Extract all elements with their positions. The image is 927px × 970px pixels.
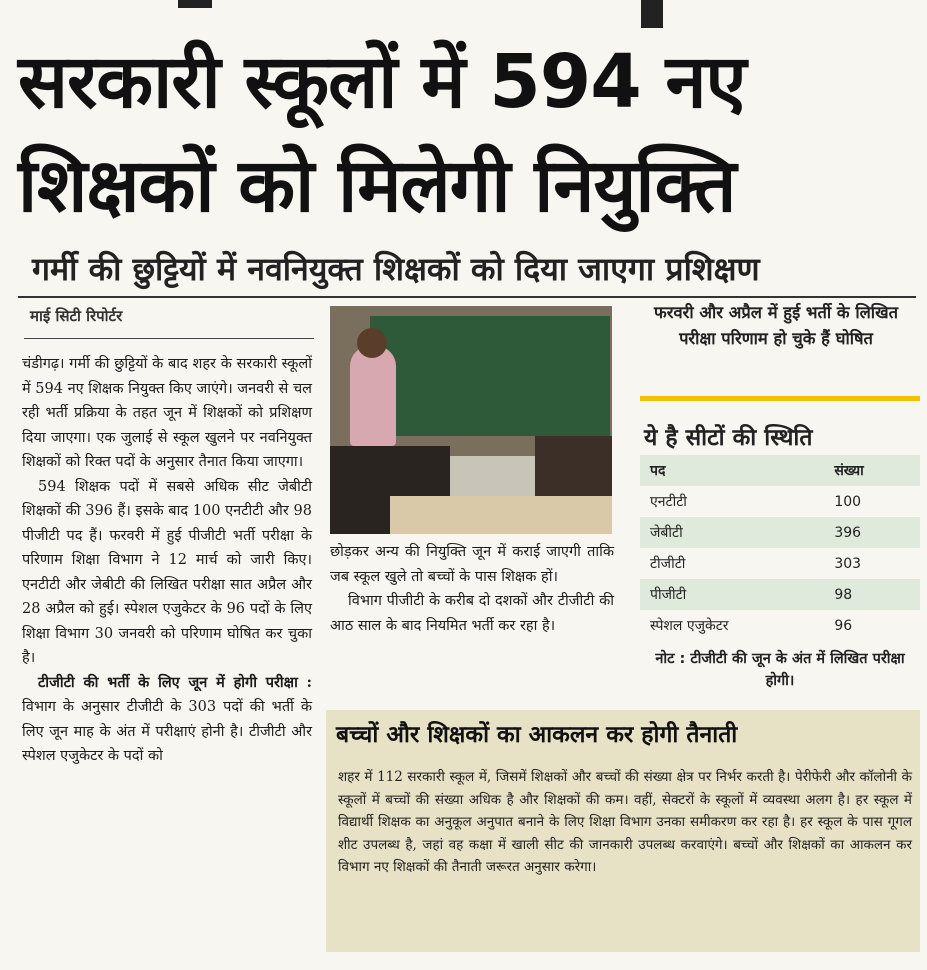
headline-line-2: शिक्षकों को मिलेगी नियुक्ति	[18, 143, 736, 229]
info-box	[326, 710, 920, 952]
post-cell: पीजीटी	[640, 579, 802, 610]
paragraph-body: विभाग के अनुसार टीजीटी के 303 पदों की भर्ती के लिए जून माह के अंत में परीक्षाएं होनी है। टीजीटी और स्पेशल एजुकेटर के पदों को	[22, 699, 312, 764]
blackboard	[370, 316, 610, 436]
teacher-figure	[350, 346, 396, 446]
article-paragraph	[22, 671, 312, 769]
side-highlight: फरवरी और अप्रैल में हुई भर्ती के लिखित परीक्षा परिणाम हो चुके हैं घोषित	[653, 303, 898, 348]
page-top-marks	[0, 0, 927, 8]
table-row	[640, 517, 920, 548]
classroom-photo	[330, 306, 612, 534]
article-paragraph: छोड़कर अन्य की नियुक्ति जून में कराई जाएगी ताकि जब स्कूल खुले तो बच्चों के पास शिक्षक हों।	[330, 544, 614, 585]
post-cell: एनटीटी	[650, 494, 687, 510]
subheadline: गर्मी की छुट्टियों में नवनियुक्त शिक्षकों को दिया जाएगा प्रशिक्षण	[32, 250, 760, 288]
count-cell: 100	[834, 493, 862, 510]
post-cell: जेबीटी	[640, 517, 802, 548]
decorative-mark	[641, 0, 663, 28]
post-cell: स्पेशल एजुकेटर	[650, 618, 729, 634]
count-cell: 98	[802, 579, 920, 610]
count-cell: 96	[834, 617, 853, 634]
table-row	[640, 486, 920, 517]
table-row	[640, 579, 920, 610]
column-header-post: पद	[640, 455, 802, 486]
article-paragraph: चंडीगढ़। गर्मी की छुट्टियों के बाद शहर के सरकारी स्कूलों में 594 नए शिक्षक नियुक्त किए जाएंगे। जनवरी से चल रही भर्ती प्रक्रिया के तहत जून में शिक्षकों को प्रशिक्षण दिया जाएगा। एक जुलाई से स्कूल खुलने पर नवनियुक्त शिक्षकों को रिक्त पदों के अनुसार तैनात किया जाएगा।	[22, 356, 312, 470]
table-row	[640, 610, 920, 641]
table-row	[640, 548, 920, 579]
divider	[18, 296, 916, 298]
accent-rule	[640, 396, 920, 401]
info-box-title: बच्चों और शिक्षकों का आकलन कर होगी तैनाती	[336, 722, 738, 748]
seat-table	[640, 455, 920, 641]
divider	[24, 338, 314, 339]
desk	[390, 496, 612, 534]
info-box-text: शहर में 112 सरकारी स्कूल में, जिसमें शिक्षकों और बच्चों की संख्या क्षेत्र पर निर्भर करती है। पेरीफेरी और कॉलोनी के स्कूलों में बच्चों की संख्या अधिक है और शिक्षकों की कम। वहीं, सेक्टरों के स्कूलों में व्यवस्था अलग है। हर स्कूल में विद्यार्थी शिक्षक का अनुकूल अनुपात बनाने के लिए शिक्षा विभाग उनका समीकरण कर रहा है। हर स्कूल के पास गूगल शीट उपलब्ध है, जहां वह कक्षा में खाली सीट की जानकारी उपलब्ध करवाएंगे। बच्चों और शिक्षकों का आकलन कर विभाग नए शिक्षकों की तैनाती जरूरत अनुसार करेगा।	[338, 769, 912, 875]
article-paragraph: विभाग पीजीटी के करीब दो दशकों और टीजीटी की आठ साल के बाद नियमित भर्ती कर रहा है।	[330, 593, 614, 634]
decorative-mark	[178, 0, 212, 8]
headline-line-1: सरकारी स्कूलों में 594 नए	[18, 39, 746, 125]
seat-table-title: ये है सीटों की स्थिति	[644, 425, 813, 451]
table-note: नोट : टीजीटी की जून के अंत में लिखित परीक्षा होगी।	[655, 651, 905, 689]
table-header-row	[640, 455, 920, 486]
byline: माई सिटी रिपोर्टर	[30, 307, 123, 325]
teacher-head	[357, 328, 387, 358]
count-cell: 303	[834, 555, 862, 572]
post-cell: टीजीटी	[650, 556, 686, 572]
count-cell: 396	[802, 517, 920, 548]
article-paragraph: 594 शिक्षक पदों में सबसे अधिक सीट जेबीटी शिक्षकों की 396 हैं। इसके बाद 100 एनटीटी और 98 पीजीटी पद हैं। फरवरी में हुई पीजीटी भर्ती परीक्षा के परिणाम शिक्षा विभाग ने 12 मार्च को जारी किए। एनटीटी और जेबीटी की लिखित परीक्षा सात अप्रैल और 28 अप्रैल को हुई। स्पेशल एजुकेटर के 96 पदों के लिए शिक्षा विभाग 30 जनवरी को परिणाम घोषित कर चुका है।	[22, 478, 312, 666]
column-header-count: संख्या	[802, 455, 920, 486]
article-column-1	[22, 352, 312, 769]
headline	[18, 30, 918, 238]
article-column-2	[330, 540, 614, 638]
paragraph-lead: टीजीटी की भर्ती के लिए जून में होगी परीक्षा :	[38, 673, 312, 691]
